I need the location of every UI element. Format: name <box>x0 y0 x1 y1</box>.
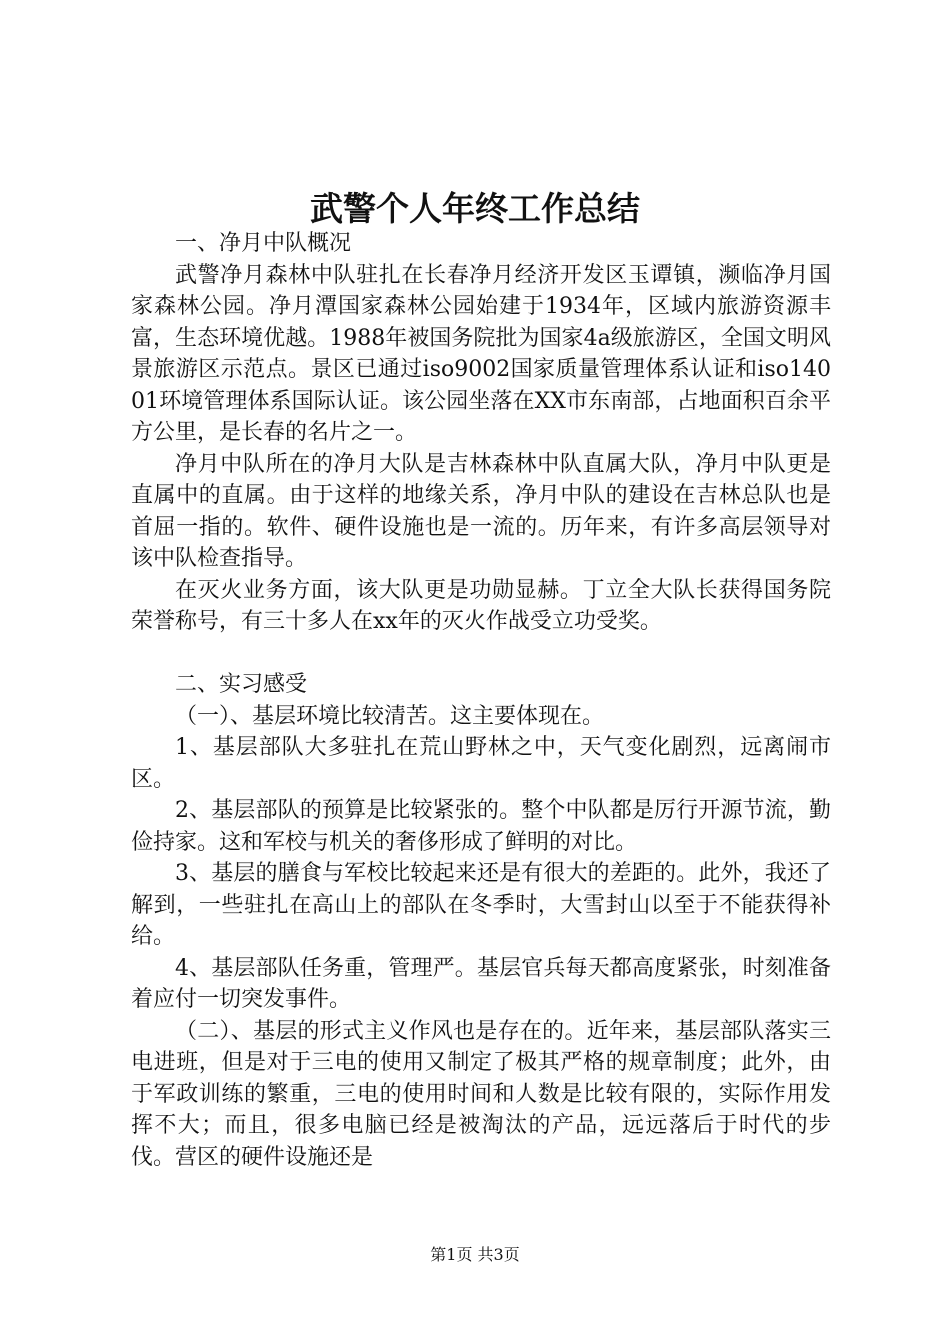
section-heading-internship: 二、实习感受 <box>175 672 308 697</box>
list-item: 1、基层部队大多驻扎在荒山野林之中，天气变化剧烈，远离闹市区。 <box>131 735 831 792</box>
section-heading-overview: 一、净月中队概况 <box>175 231 352 256</box>
list-item: 3、基层的膳食与军校比较起来还是有很大的差距的。此外，我还了解到，一些驻扎在高山上的部队在冬季时，大雪封山以至于不能获得补给。 <box>131 861 831 949</box>
list-item: 2、基层部队的预算是比较紧张的。整个中队都是厉行开源节流，勤俭持家。这和军校与机关的奢侈形成了鲜明的对比。 <box>131 798 831 855</box>
paragraph: （二）、基层的形式主义作风也是存在的。近年来，基层部队落实三电进班，但是对于三电的使用又制定了极其严格的规章制度；此外，由于军政训练的繁重，三电的使用时间和人数是比较有限的，实际作用发挥不大；而且，很多电脑已经是被淘汰的产品，远远落后于时代的步伐。营区的硬件设施还是 <box>131 1018 831 1170</box>
paragraph: 在灭火业务方面，该大队更是功勋显赫。丁立全大队长获得国务院荣誉称号，有三十多人在xx年的灭火作战受立功受奖。 <box>131 577 831 634</box>
page-number-footer: 第1页 共3页 <box>430 1245 520 1264</box>
document-title: 武警个人年终工作总结 <box>310 189 640 228</box>
blank-line <box>131 638 831 670</box>
document-body <box>131 228 831 1173</box>
paragraph: 武警净月森林中队驻扎在长春净月经济开发区玉谭镇，濒临净月国家森林公园。净月潭国家森林公园始建于1934年，区域内旅游资源丰富，生态环境优越。1988年被国务院批为国家4a级旅游区，全国文明风景旅游区示范点。景区已通过iso9002国家质量管理体系认证和iso14001环境管理体系国际认证。该公园坐落在XX市东南部，占地面积百余平方公里，是长春的名片之一。 <box>131 262 831 445</box>
list-item: 4、基层部队任务重，管理严。基层官兵每天都高度紧张，时刻准备着应付一切突发事件。 <box>131 955 831 1012</box>
paragraph: 净月中队所在的净月大队是吉林森林中队直属大队，净月中队更是直属中的直属。由于这样的地缘关系，净月中队的建设在吉林总队也是首屈一指的。软件、硬件设施也是一流的。历年来，有许多高层领导对该中队检查指导。 <box>131 451 831 571</box>
subsection-heading: （一）、基层环境比较清苦。这主要体现在。 <box>175 703 605 729</box>
